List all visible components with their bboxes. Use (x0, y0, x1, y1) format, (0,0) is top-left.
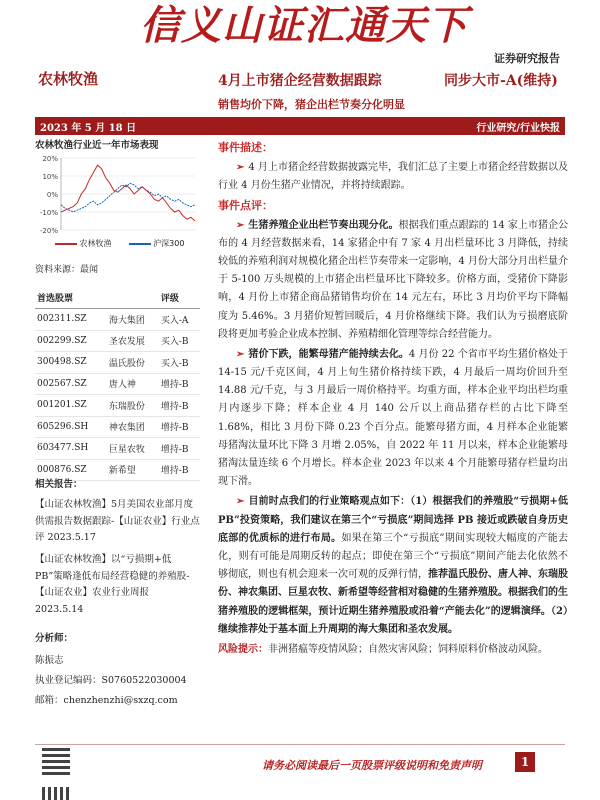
stock-rating: 买入-B (159, 330, 200, 352)
table-row (35, 438, 200, 460)
stocks-header-name: 首选股票 (35, 286, 159, 309)
stock-code: 001201.SZ (35, 395, 107, 417)
report-category: 行业研究/行业快报 (476, 123, 560, 134)
main-content (218, 137, 568, 661)
table-row (35, 309, 200, 331)
footer-disclaimer[interactable]: 请务必阅读最后一页股票评级说明和免责声明 (262, 759, 482, 772)
related-report-1[interactable]: 【山证农林牧渔】5月美国农业部月度供需报告数据跟踪-【山证农业】行业点评 2023.5.17 (35, 499, 200, 544)
bullet-icon: ➢ (236, 348, 245, 360)
paragraph-3 (218, 493, 568, 639)
chart-source: 资料来源：最闻 (35, 265, 99, 275)
stock-name: 新希望 (107, 459, 159, 481)
comment-title: 事件点评： (218, 198, 273, 212)
stock-rating: 增持-B (159, 459, 200, 481)
legend-label-1: 农林牧渔 (79, 239, 112, 248)
event-title: 事件描述： (218, 141, 273, 154)
report-type: 证券研究报告 (494, 52, 560, 65)
paragraph-3-lead: 目前时点我们的行业策略观点如下：（1）根据我们的养殖股“亏损期+低 PB”投资策略，我们建议在第三个“亏损底”期间选择 PB 接近或跌破自身历史底部的优质标的进行布局。 (218, 496, 568, 544)
rating: 同步大市-A(维持) (444, 73, 558, 89)
risk-title: 风险提示： (218, 643, 268, 655)
table-row (35, 395, 200, 417)
paragraph-1 (218, 217, 568, 344)
subtitle: 销售均价下降，猪企出栏节奏分化明显 (218, 98, 405, 111)
stock-name: 唐人神 (107, 373, 159, 395)
bullet-icon: ➢ (236, 219, 245, 231)
analyst-name: 陈振志 (35, 655, 64, 666)
legend-label-2: 沪深300 (153, 239, 185, 248)
qr-code-2 (42, 787, 70, 800)
stock-rating: 增持-B (159, 395, 200, 417)
stock-name: 神农集团 (107, 416, 159, 438)
stock-name: 温氏股份 (107, 352, 159, 374)
chart-title: 农林牧渔行业近一年市场表现 (35, 140, 159, 151)
stock-name: 东瑞股份 (107, 395, 159, 417)
header-banner (0, 0, 600, 49)
stock-code: 603477.SH (35, 438, 107, 460)
analyst-title: 分析师： (35, 633, 74, 644)
table-row (35, 373, 200, 395)
qr-code (42, 747, 70, 775)
chart-legend (55, 238, 184, 249)
y-tick-label: -20% (39, 227, 58, 235)
y-tick-label: 0% (46, 191, 58, 199)
analyst-cert: 执业登记编码：S0760522030004 (35, 675, 187, 686)
stock-rating: 买入-B (159, 352, 200, 374)
stock-code: 002567.SZ (35, 373, 107, 395)
table-row (35, 352, 200, 374)
report-title: 4月上市猪企经营数据跟踪 (218, 73, 382, 89)
page-number: 1 (515, 752, 535, 772)
y-tick-label: 10% (42, 173, 58, 181)
stock-rating: 增持-B (159, 438, 200, 460)
paragraph-1-body: 根据我们重点跟踪的 14 家上市猪企公布的 4 月经营数据来看，14 家猪企中有 7 家 4 月出栏量环比 3 月降低，持续较低的养殖利润对规模化猪企出栏节奏带来一定影响，4 月份大部分月出栏量介于 5-100 万头规模的上市猪企出栏量环比下降较多。价格方面，受猪价下降影响，4 月份上市猪企商品猪销售均价在 14 元左右，环比 3 月均价平均下降幅度为 5.46%。3 月猪价短暂回暖后，4 月价格继续下降。我们认为亏损磨底阶段将更加考验企业成本控制、养殖精细化管理等综合经营能力。 (218, 219, 568, 340)
related-report-2[interactable]: 【山证农林牧渔】以“亏损期+低 PB”策略逢低布局经营稳健的养殖股-【山证农业】农业行业周报 2023.5.14 (35, 554, 190, 615)
brand-logo: 信义山证汇通天下 (140, 2, 468, 49)
table-row (35, 416, 200, 438)
paragraph-3-recommendation: 推荐温氏股份、唐人神、东瑞股份、神农集团、巨星农牧、新希望等经营相对稳健的生猪养殖股。根据我们的生猪养殖股的逻辑框架，预计近期生猪养殖股或沿着“产能去化”的逻辑演绎。（2）继续推荐处于基本面上升周期的海大集团和圣农发展。 (218, 569, 568, 635)
analyst-email[interactable]: 邮箱：chenzhenzhi@sxzq.com (35, 695, 178, 706)
footer-divider (35, 744, 565, 745)
legend-swatch-2 (129, 243, 151, 245)
stock-rating: 增持-B (159, 416, 200, 438)
paragraph-2-lead: 猪价下跌，能繁母猪产能持续去化。 (248, 348, 409, 360)
y-tick-label: -10% (39, 209, 58, 217)
paragraph-1-lead: 生猪养殖企业出栏节奏出现分化。 (248, 219, 399, 231)
stock-code: 300498.SZ (35, 352, 107, 374)
series-line-2 (61, 183, 195, 212)
paragraph-3-body: 如果在第三个“亏损底”期间实现较大幅度的产能去化，则有可能是周期反转的起点；即使在第三个“亏损底”期间产能去化依然不够彻底，则也有机会迎来一次可观的反弹行情， (218, 532, 568, 581)
stock-code: 002299.SZ (35, 330, 107, 352)
paragraph-2 (218, 346, 568, 492)
risk-text: 非洲猪瘟等疫情风险；自然灾害风险；饲料原料价格波动风险。 (268, 643, 548, 655)
paragraph-2-body: 4 月份 22 个省市平均生猪价格处于 14-15 元/千克区间，4 月上旬生猪价格持续下跌，4 月最后一周均价回升至 14.88 元/千克，与 3 月最后一周价格持平。均重方面，样本企业平均出栏均重月内逐步下降；样本企业 4 月 140 公斤以上商品猪存栏的占比下降至 1.68%，相比 3 月份下降 0.23 个百分点。能繁母猪方面，4 月样本企业能繁母猪淘汰量环比下降 3 月增 2.05%，自 2022 年 11 月以来，样本企业能繁母猪淘汰量连续 6 个月增长。样本企业 2023 年以来 4 个月能繁母猪存栏量均出现下滑。 (218, 348, 569, 488)
risk-warning (218, 641, 568, 659)
y-tick-label: 20% (42, 155, 58, 163)
event-body: 4 月上市猪企经营数据披露完毕，我们汇总了主要上市猪企经营数据以及行业 4 月份生猪产业情况，并将持续跟踪。 (218, 161, 568, 191)
stock-code: 000876.SZ (35, 459, 107, 481)
sector: 农林牧渔 (38, 70, 99, 88)
stock-rating: 增持-B (159, 373, 200, 395)
legend-swatch-1 (55, 243, 77, 245)
stock-code: 002311.SZ (35, 309, 107, 331)
stocks-table (35, 286, 200, 481)
stocks-header-row (35, 286, 200, 309)
stock-name: 圣农发展 (107, 330, 159, 352)
stock-code: 605296.SH (35, 416, 107, 438)
stock-name: 巨星农牧 (107, 438, 159, 460)
stock-name: 海大集团 (107, 309, 159, 331)
bullet-icon: ➢ (236, 161, 245, 173)
table-row (35, 330, 200, 352)
stocks-header-rating: 评级 (159, 286, 200, 309)
stock-rating: 买入-A (159, 309, 200, 331)
related-reports-title: 相关报告： (35, 479, 83, 490)
report-date: 2023 年 5 月 18 日 (40, 123, 137, 134)
event-text (218, 159, 568, 195)
bullet-icon: ➢ (236, 496, 245, 508)
series-line-1 (61, 165, 195, 221)
